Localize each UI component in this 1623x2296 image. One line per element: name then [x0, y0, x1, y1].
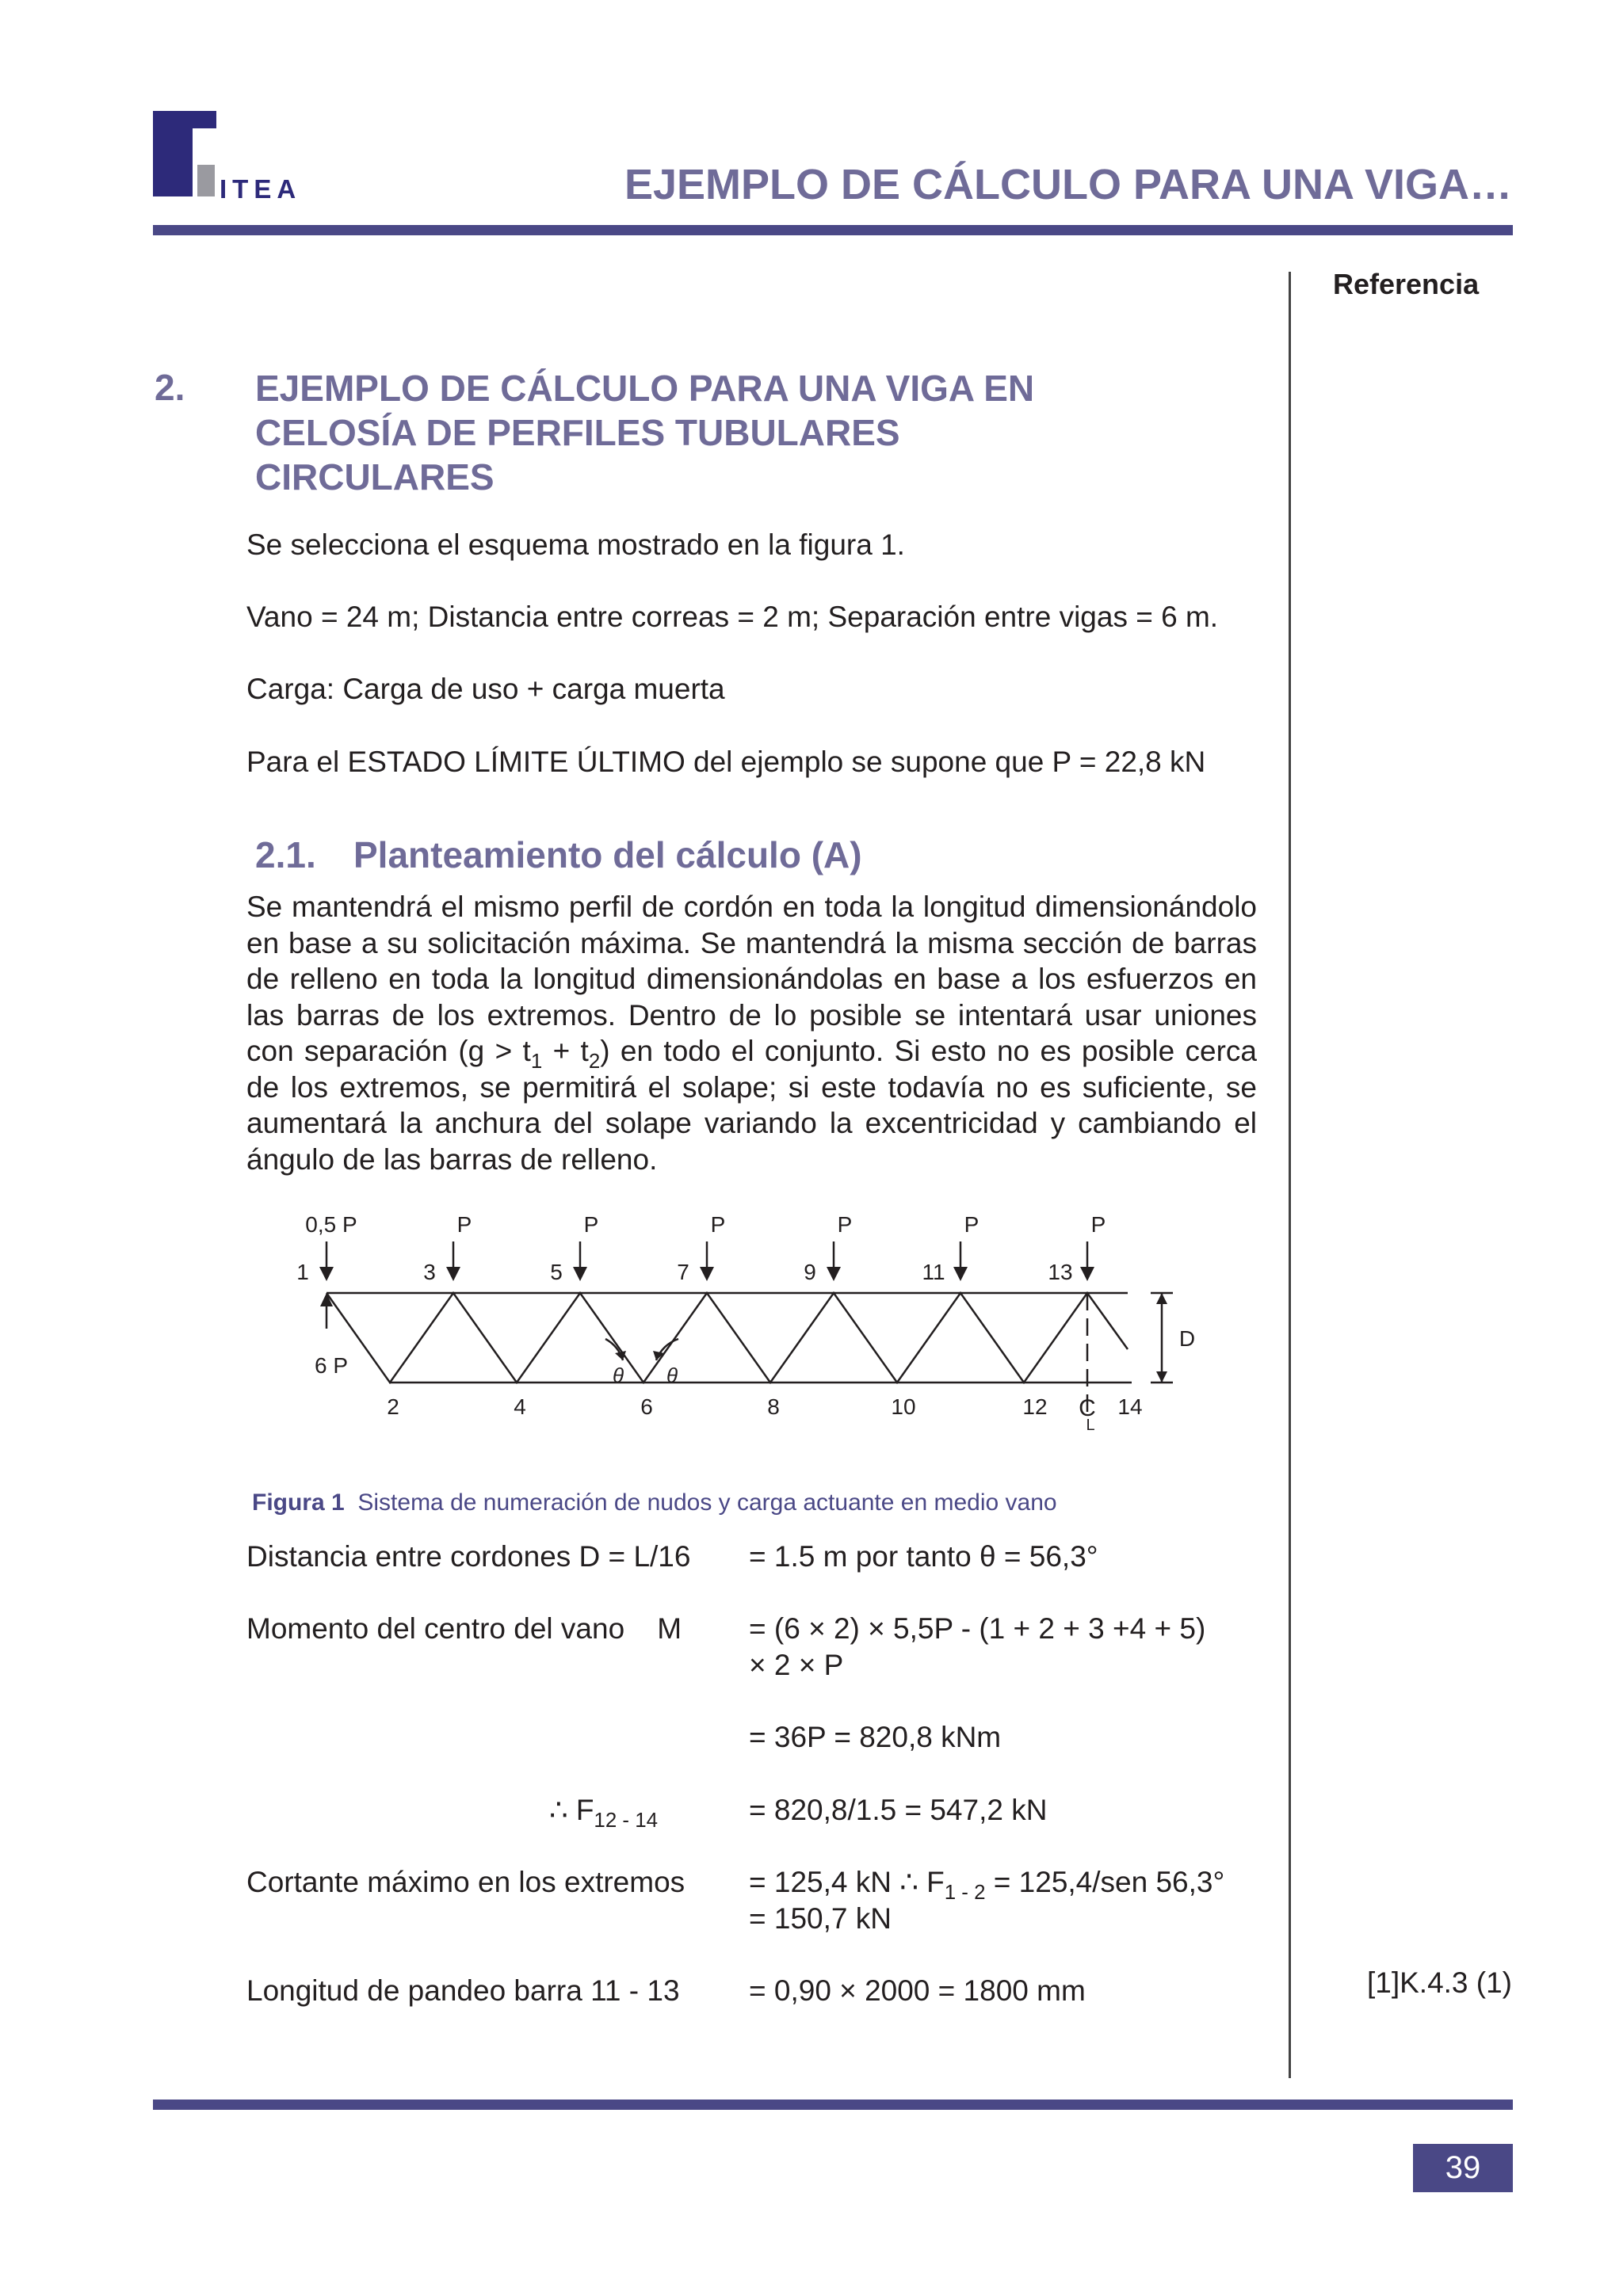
load-labels [305, 1212, 1106, 1237]
node-label: 10 [891, 1394, 916, 1419]
reaction-label: 6 P [314, 1353, 349, 1378]
calc-force-label: ∴ $F_{12 - 14}$ [549, 1794, 659, 1833]
load-arrow-5 [573, 1241, 587, 1281]
load-arrow-1 [319, 1241, 334, 1281]
calc-force-value: = 820,8/1.5 = 547,2 kN [749, 1794, 1048, 1826]
calc-shear-label: Cortante máximo en los extremos [246, 1866, 685, 1898]
truss-diagram [285, 1200, 1205, 1446]
calc-depth-value: = 1.5 m por tanto θ = 56,3° [749, 1540, 1098, 1573]
load-label: P [710, 1212, 726, 1237]
node-label: 6 [640, 1394, 653, 1419]
figure-caption-text: Sistema de numeración de nudos y carga actuante en medio vano [357, 1489, 1057, 1516]
reference-note: [1]K.4.3 (1) [1366, 1966, 1512, 1999]
load-label: P [964, 1212, 980, 1237]
method-paragraph: Se mantendrá el mismo perfil de cordón en toda la longitud dimensionándolo en base a su solicitación máxima. Se mantendrá la misma sección de barras de relleno en toda la longitud dimensionándolas en base a los esfuerzos en las barras de los extremos. Dentro de lo posible se intentará usar uniones con separación $(g > t_1 + t_2)$ en todo el conjunto. Si esto no es posible cerca de los extremos, se permitirá el solape; si este todavía no es suficiente, se aumentará la anchura del solape variando la excentricidad y cambiando el ángulo de las barras de relleno. [246, 891, 1257, 1176]
load-arrow-11 [953, 1241, 968, 1281]
section-title-text: EJEMPLO DE CÁLCULO PARA UNA VIGA EN CELOSÍA DE PERFILES TUBULARES CIRCULARES [255, 368, 1035, 498]
calc-moment-label: Momento del centro del vano M [246, 1612, 682, 1645]
reference-column-divider [1289, 272, 1291, 2078]
section-title [255, 366, 1127, 499]
node-label: 14 [1117, 1394, 1143, 1419]
angle-label-right: θ [666, 1363, 678, 1387]
node-label: 11 [922, 1260, 945, 1284]
header-rule [153, 225, 1513, 235]
load-label: P [837, 1212, 853, 1237]
node-label: 1 [296, 1260, 309, 1284]
intro-line-3: Carga: Carga de uso + carga muerta [246, 673, 725, 705]
page-number: 39 [1413, 2144, 1513, 2192]
itea-logo-mark [153, 109, 220, 200]
figure-caption [252, 1489, 1057, 1516]
logo-text: ITEA [220, 174, 302, 204]
calc-shear-line-2: = 150,7 kN [749, 1902, 892, 1935]
footer-rule [153, 2100, 1513, 2110]
load-label: P [1090, 1212, 1106, 1237]
bottom-node-labels [387, 1394, 1142, 1419]
calc-moment-line-2: × 2 × P [749, 1649, 844, 1681]
header-title: EJEMPLO DE CÁLCULO PARA UNA VIGA… [624, 161, 1512, 208]
node-label: 4 [514, 1394, 526, 1419]
centerline-label-sub: L [1086, 1417, 1095, 1434]
angle-arrowhead-left [615, 1351, 626, 1360]
depth-label: D [1178, 1326, 1196, 1351]
load-label: 0,5 P [305, 1212, 357, 1237]
node-label: 13 [1048, 1260, 1073, 1284]
calc-buckling-value: = 0,90 × 2000 = 1800 mm [749, 1974, 1086, 2007]
centerline-label: C [1079, 1395, 1096, 1421]
node-label: 12 [1022, 1394, 1048, 1419]
load-arrow-3 [446, 1241, 460, 1281]
calc-buckling-label: Longitud de pandeo barra 11 - 13 [246, 1974, 680, 2007]
intro-line-4: Para el ESTADO LÍMITE ÚLTIMO del ejemplo se supone que P = 22,8 kN [246, 746, 1206, 778]
load-label: P [583, 1212, 599, 1237]
calc-shear-value [749, 1864, 1264, 1937]
load-arrow-13 [1080, 1241, 1094, 1281]
node-label: 8 [767, 1394, 780, 1419]
depth-arrowheads [320, 1293, 1167, 1383]
load-arrow-7 [700, 1241, 714, 1281]
calc-moment-line-1: = (6 × 2) × 5,5P - (1 + 2 + 3 +4 + 5) [749, 1612, 1206, 1645]
node-label: 5 [550, 1260, 563, 1284]
subsection-number: 2.1. [255, 834, 316, 875]
calc-depth-label: Distancia entre cordones D = L/16 [246, 1540, 691, 1573]
intro-line-1: Se selecciona el esquema mostrado en la figura 1. [246, 528, 905, 561]
node-label: 9 [804, 1260, 816, 1284]
load-label: P [456, 1212, 472, 1237]
web-members [327, 1293, 1128, 1383]
node-label: 7 [677, 1260, 689, 1284]
reference-heading: Referencia [1333, 268, 1480, 300]
figure-caption-label: Figura 1 [252, 1489, 345, 1516]
subsection-title: Planteamiento del cálculo (A) [353, 834, 862, 875]
itea-logo [153, 109, 359, 204]
node-label: 3 [423, 1260, 436, 1284]
intro-line-2: Vano = 24 m; Distancia entre correas = 2 m; Separación entre vigas = 6 m. [246, 601, 1219, 633]
section-number: 2. [155, 367, 185, 408]
calc-moment-result: = 36P = 820,8 kNm [749, 1721, 1002, 1753]
calc-moment-value [749, 1611, 1264, 1684]
calc-shear-line-1: = 125,4 kN ∴ $F_{1 - 2} = 125,4/sen$ 56,3° [749, 1866, 1225, 1905]
angle-label-left: θ [612, 1363, 624, 1387]
load-arrow-9 [827, 1241, 841, 1281]
node-label: 2 [387, 1394, 399, 1419]
